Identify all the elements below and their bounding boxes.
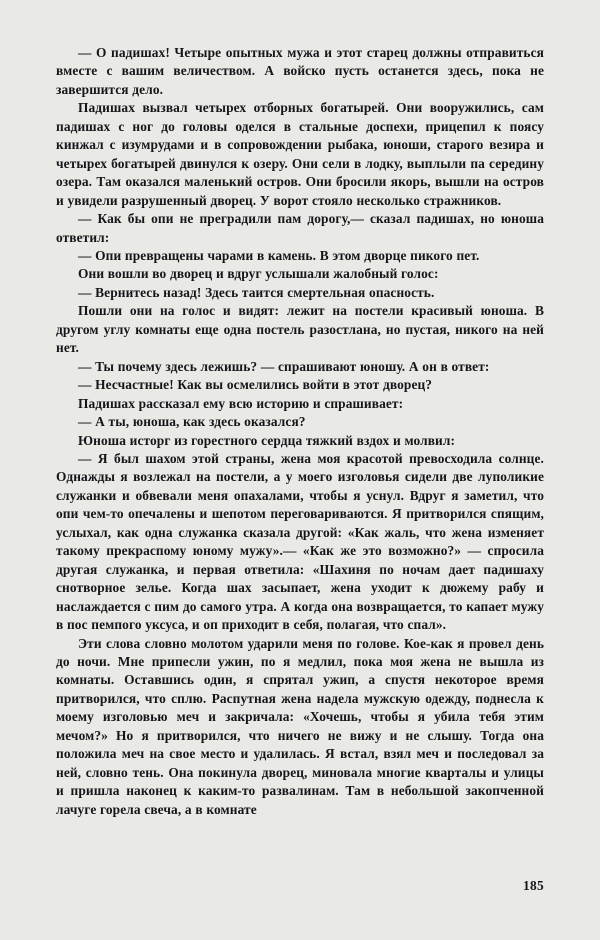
paragraph: — Несчастные! Как вы осмелились войти в этот дворец? <box>78 377 433 393</box>
paragraph: — О падишах! Четыре опытных мужа и этот старец должны отправиться вместе с вашим величеством. А войско пусть останется здесь, пока не завершится дело. <box>56 45 544 97</box>
paragraph: — Как бы опи не преградили пам дорогу,— сказал падишах, но юноша ответил: <box>56 211 544 245</box>
paragraph: — Вернитесь назад! Здесь таится смертельная опасность. <box>78 284 435 300</box>
paragraph: Юноша исторг из горестного сердца тяжкий вздох и молвил: <box>78 432 456 448</box>
paragraph: Эти слова словно молотом ударили меня по голове. Кое-как я провел день до ночи. Мне припесли ужин, по я медлил, пока моя жена не вышла из комнаты. Оставшись один, я спрятал ужип, а спустя некоторое время притворился, что сплю. Распутная жена надела мужскую одежду, поднесла к моему изголовью меч и закричала: «Хочешь, чтобы я убила тебя этим мечом?» Но я притворился, что ничего не вижу и не слышу. Тогда она положила меч на свое место и удалилась. Я встал, взял меч и последовал за ней, словно тень. Она покинула дворец, миновала многие кварталы и улицы и пришла наконец к каким-то развалинам. Там в небольшой закопченной лачуге горела свеча, а в комнате <box>56 635 544 817</box>
paragraph: — Ты почему здесь лежишь? — спрашивают юношу. А он в ответ: <box>78 358 490 374</box>
paragraph: — Опи превращены чарами в камень. В этом дворце пикого пет. <box>78 247 480 263</box>
page-number: 185 <box>523 878 544 893</box>
paragraph: — А ты, юноша, как здесь оказался? <box>78 414 306 430</box>
paragraph: — Я был шахом этой страны, жена моя красотой превосходила солнце. Однажды я возлежал на постели, а у моего изголовья сидели две луполикие служанки и обвевали меня опахалами, чтобы я уснул. Вдруг я заметил, что опи чем-то опечалены и шепотом переговариваются. Я притворился спящим, услыхал, как одна служанка сказала другой: «Как жаль, что жена изменяет такому прекраспому юному мужу».— «Как же это возможно?» — спросила другая служанка, и первая ответила: «Шахиня по ночам дает падишаху снотворное зелье. Когда шах засыпает, жена уходит к дюжему рабу и наслаждается с пим до самого утра. А когда она возвращается, то капает мужу в пос пемпого уксуса, и оп приходит в себя, полагая, что спал». <box>56 450 544 633</box>
paragraph: Падишах рассказал ему всю историю и спрашивает: <box>78 395 404 411</box>
paragraph: Падишах вызвал четырех отборных богатырей. Они вооружились, сам падишах с ног до головы оделся в стальные доспехи, прицепил к поясу кинжал с изумрудами и в сопровождении рыбака, юноши, старого везира и четырех богатырей двинулся к озеру. Они сели в лодку, выплыли па середину озера. Там оказался маленький остров. Они бросили якорь, вышли на остров и увидели разрушенный дворец. У ворот стояло несколько стражников. <box>56 100 544 208</box>
page-text-block <box>56 44 544 819</box>
paragraph: Они вошли во дворец и вдруг услышали жалобный голос: <box>78 266 439 282</box>
paragraph: Пошли они на голос и видят: лежит на постели красивый юноша. В другом углу комнаты еще одна постель разостлана, но пустая, никого на ней нет. <box>56 303 544 356</box>
